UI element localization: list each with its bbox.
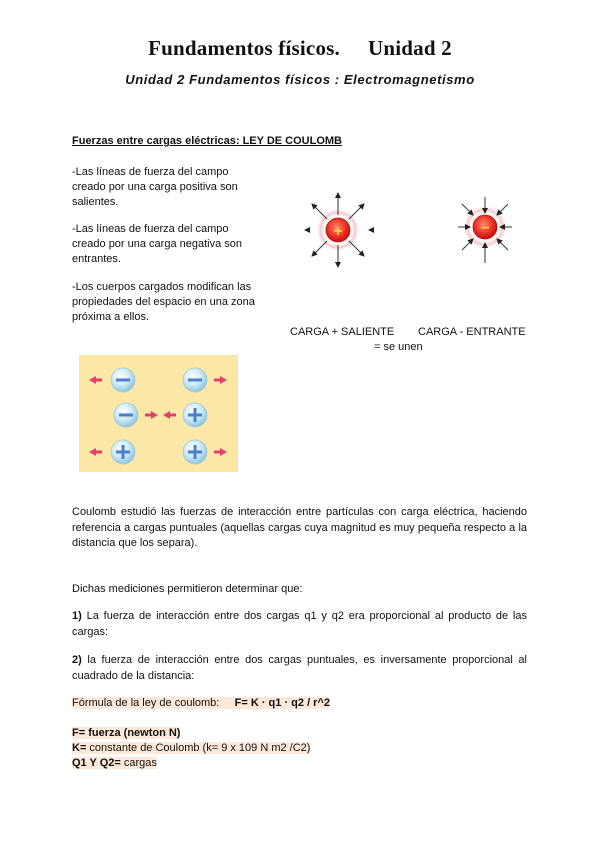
page-subtitle: Unidad 2 Fundamentos físicos : Electromagnetismo — [125, 72, 475, 87]
caption-se-unen: = se unen — [374, 341, 423, 353]
title-left: Fundamentos físicos. — [148, 36, 340, 60]
negative-charge — [458, 197, 512, 263]
charge-field-figure — [290, 185, 530, 280]
point-2-text: la fuerza de interacción entre dos cargas puntuales, es inversamente proporcional al cuadrado de la distancia: — [72, 654, 527, 682]
interaction-background — [79, 355, 238, 472]
section-heading: Fuerzas entre cargas eléctricas: LEY DE COULOMB — [72, 135, 343, 147]
point-1-paragraph — [72, 609, 527, 640]
caption-positive: CARGA + SALIENTE — [290, 326, 395, 338]
point-2-paragraph — [72, 653, 527, 684]
point-1-number: 1) — [72, 610, 82, 622]
page-title — [0, 36, 600, 61]
coulomb-paragraph: Coulomb estudió las fuerzas de interacción entre partículas con carga eléctrica, haciendo referencia a cargas puntuales (aquellas cargas cuya magnitud es muy pequeña respecto a la distancia que los separa). — [72, 506, 527, 549]
point-2-number: 2) — [72, 654, 82, 666]
paragraph-positive: -Las líneas de fuerza del campo creado por una carga positiva son salientes. — [72, 166, 238, 208]
point-1-text: La fuerza de interacción entre dos cargas q1 y q2 era proporcional al producto de las cargas: — [72, 610, 527, 638]
formula-expression: F= K · q1 · q2 / r^2 — [234, 697, 330, 709]
positive-charge — [304, 193, 374, 267]
positive-symbol: + — [333, 223, 343, 240]
formula-legend — [72, 726, 310, 771]
caption-negative: CARGA - ENTRANTE — [418, 326, 526, 338]
legend-q-label: Q1 Y Q2= — [72, 757, 121, 769]
mediciones-paragraph: Dichas mediciones permitieron determinar que: — [72, 583, 303, 595]
legend-force: F= fuerza (newton N) — [72, 727, 181, 739]
legend-k-text: constante de Coulomb (k= 9 x 109 N m2 /C2) — [86, 742, 311, 754]
title-right: Unidad 2 — [367, 36, 452, 60]
formula-label: Fórmula de la ley de coulomb: — [72, 697, 220, 709]
legend-k-label: K= — [72, 742, 87, 754]
paragraph-space: -Los cuerpos cargados modifican las propiedades del espacio en una zona próxima a ellos. — [72, 281, 255, 323]
negative-symbol: − — [480, 220, 490, 237]
charge-interaction-figure — [79, 355, 238, 472]
legend-q-text: cargas — [120, 757, 157, 769]
paragraph-negative: -Las líneas de fuerza del campo creado por una carga negativa son entrantes. — [72, 223, 243, 265]
formula-line — [72, 697, 330, 709]
